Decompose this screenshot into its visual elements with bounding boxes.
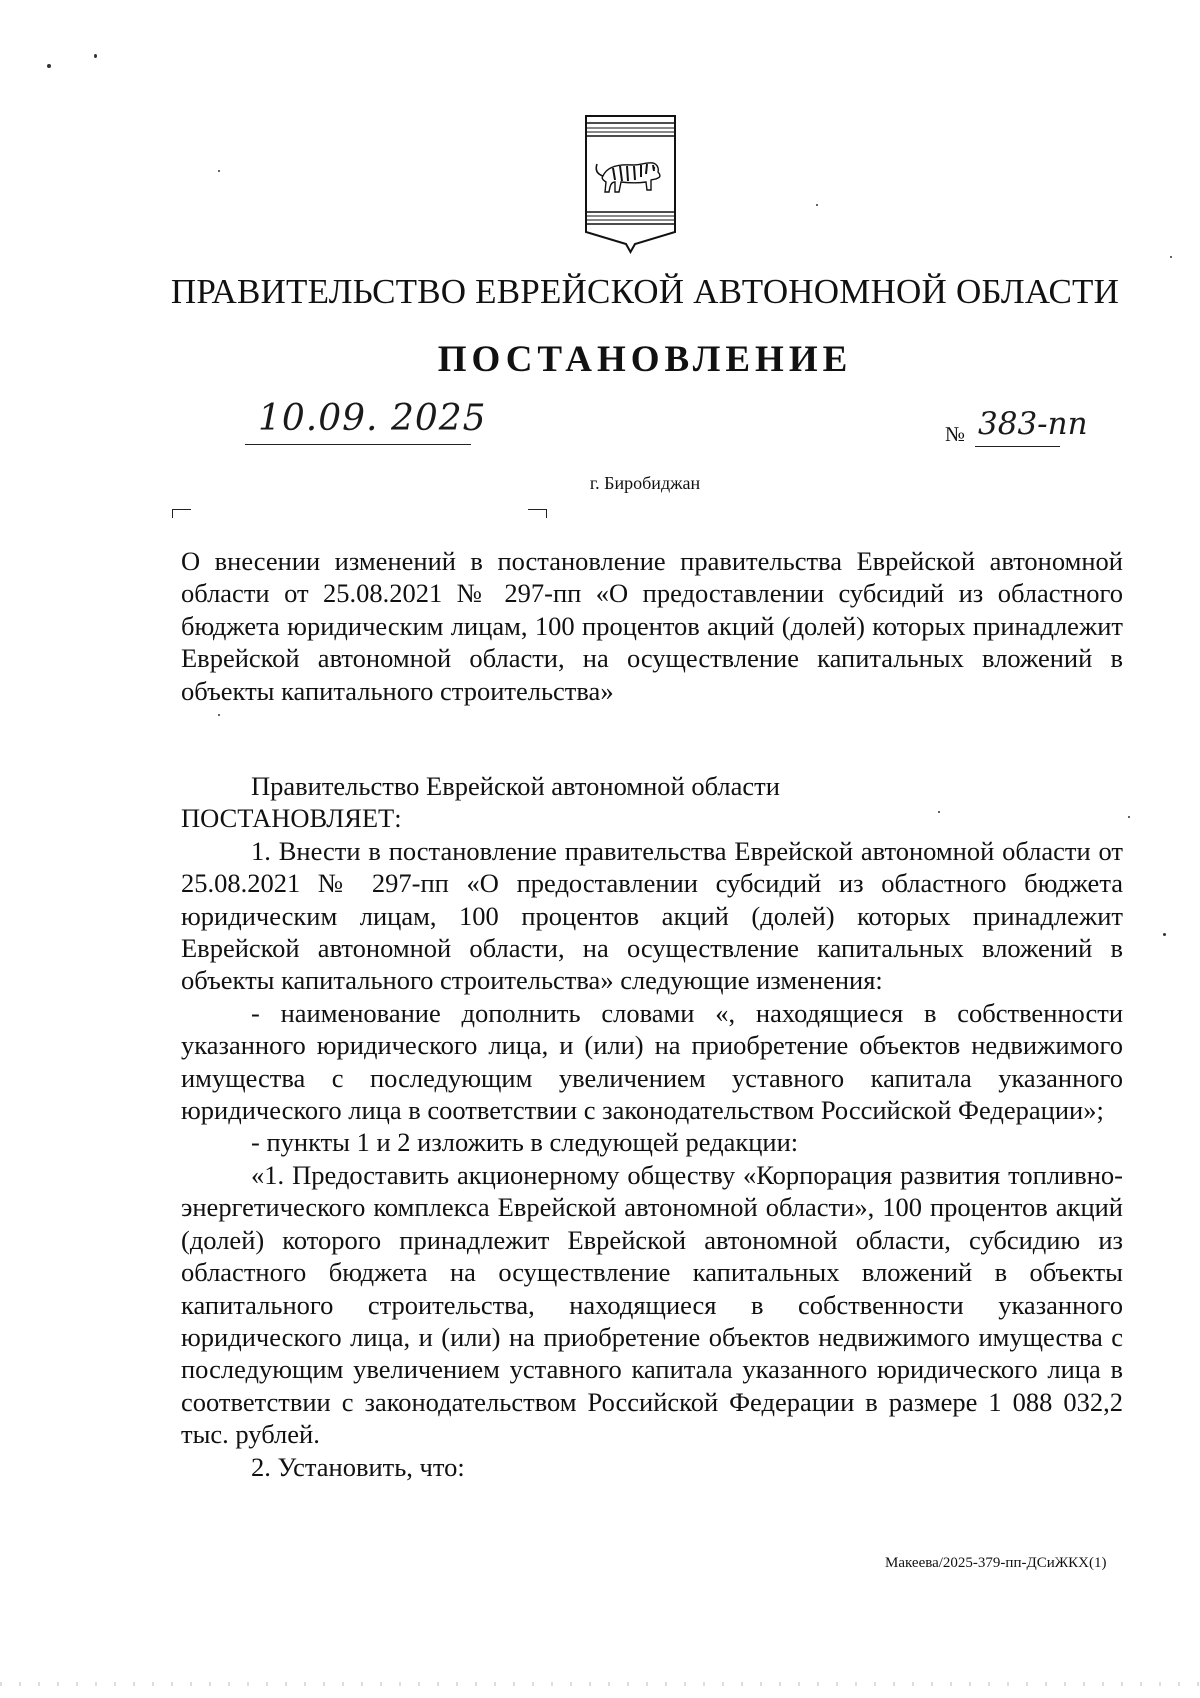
- document-body: [181, 770, 1123, 1483]
- scan-speck: [1170, 256, 1172, 258]
- coat-of-arms-emblem: [583, 114, 678, 254]
- date-underline: [245, 444, 471, 445]
- organization-name: ПРАВИТЕЛЬСТВО ЕВРЕЙСКОЙ АВТОНОМНОЙ ОБЛАСТИ: [170, 272, 1120, 311]
- body-decree: ПОСТАНОВЛЯЕТ:: [181, 803, 402, 834]
- document-reference: Макеева/2025-379-пп-ДСиЖКХ(1): [885, 1555, 1107, 1571]
- body-paragraph: - пункты 1 и 2 изложить в следующей редакции:: [251, 1127, 799, 1158]
- title-bracket-right: [528, 509, 547, 518]
- document-title: О внесении изменений в постановление правительства Еврейской автономной области от 25.08.2021 № 297-пп «О предоставлении субсидий из областного бюджета юридическим лицам, 100 процентов акций (долей) которых принадлежит Еврейской автономной области, на осуществление капитальных вложений в объекты капитального строительства»: [181, 546, 1123, 706]
- scan-speck: [1128, 816, 1130, 818]
- scan-speck: [47, 64, 51, 68]
- number-sign: №: [945, 422, 966, 446]
- document-number-handwritten: 383-пп: [978, 406, 1088, 442]
- document-type: ПОСТАНОВЛЕНИЕ: [437, 339, 853, 380]
- scan-speck: [94, 54, 97, 58]
- scan-speck: [938, 811, 940, 813]
- scan-speck: [218, 170, 220, 172]
- body-paragraph: 2. Установить, что:: [251, 1451, 465, 1482]
- number-underline: [975, 446, 1060, 447]
- title-bracket-left: [172, 509, 191, 518]
- body-paragraph: - наименование дополнить словами «, находящиеся в собственности указанного юридического лица, и (или) на приобретение объектов недвижимого имущества с последующим увеличением уставного капитала указанного юридического лица в соответствии с законодательством Российской Федерации»;: [181, 997, 1123, 1126]
- scan-speck: [816, 204, 818, 206]
- scan-edge-noise: [0, 1682, 1200, 1686]
- body-paragraph: «1. Предоставить акционерному обществу «Корпорация развития топливно-энергетического комплекса Еврейской автономной области», 100 процентов акций (долей) которого принадлежит Еврейской автономной области, субсидию из областного бюджета на осуществление капитальных вложений в объекты капитального строительства, находящиеся в собственности указанного юридического лица, и (или) на приобретение объектов недвижимого имущества с последующим увеличением уставного капитала указанного юридического лица в соответствии с законодательством Российской Федерации в размере 1 088 032,2 тыс. рублей.: [181, 1159, 1123, 1450]
- scan-speck: [218, 714, 220, 716]
- body-intro: Правительство Еврейской автономной области: [251, 771, 780, 801]
- body-paragraph: 1. Внести в постановление правительства Еврейской автономной области от 25.08.2021 № 297-пп «О предоставлении субсидий из областного бюджета юридическим лицам, 100 процентов акций (долей) которых принадлежит Еврейской автономной области, на осуществление капитальных вложений в объекты капитального строительства» следующие изменения:: [181, 835, 1123, 996]
- scan-speck: [1163, 933, 1166, 936]
- city-name: г. Биробиджан: [589, 473, 701, 493]
- document-date-handwritten: 10.09. 2025: [258, 398, 487, 439]
